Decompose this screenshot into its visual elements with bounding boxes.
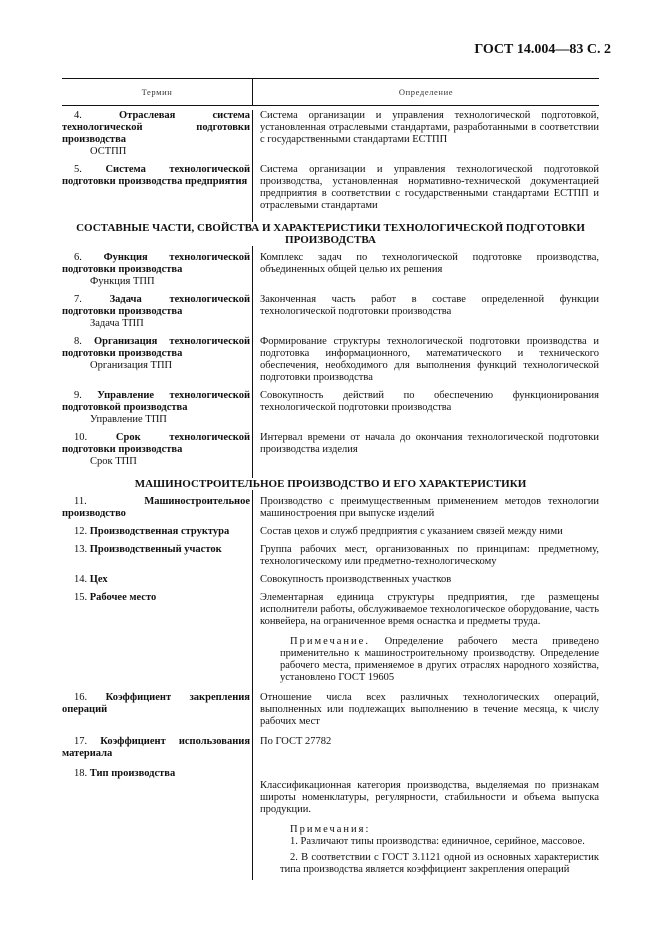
definition: Элементарная единица структуры предприятия, где размещены исполнители работы, обслуживаемое технологическое оборудование, часть конвейера, на ограниченное время оснастка и предметы труда. (260, 592, 599, 627)
term: Система технологической подготовки производства предприятия (62, 164, 250, 187)
table-row: 4. Отраслевая система технологической подготовки производства ОСТПП Система организации и управления технологической подготовкой, установленная отраслевыми стандартами, разработанными в соответствии с государственными стандартами ЕСТПП (62, 110, 599, 157)
table-row: 12. Производственная структура Состав цехов и служб предприятия с указанием связей между ними (62, 526, 599, 538)
term: Отраслевая система технологической подготовки производства (62, 110, 250, 145)
table-body (62, 110, 599, 880)
note: 1. Различают типы производства: единичное, серийное, массовое. (290, 836, 585, 847)
terms-table (62, 78, 599, 880)
definition: Классификационная категория производства, выделяемая по признакам широты номенклатуры, регулярности, стабильности и объема выпуска продукции. (260, 780, 599, 815)
table-row: 6. Функция технологической подготовки производства Функция ТПП Комплекс задач по технологической подготовке производства, объединенных общей целью их решения (62, 252, 599, 287)
definition: Производство с преимущественным применением методов технологии машиностроения при выпуске изделий (260, 496, 599, 519)
definition: Законченная часть работ в составе определенной функции технологической подготовки производства (260, 294, 599, 317)
definition: Интервал времени от начала до окончания технологической подготовки производства изделия (260, 432, 599, 455)
definition: Совокупность производственных участков (260, 574, 452, 585)
definition: Совокупность действий по обеспечению функционирования технологической подготовки производства (260, 390, 599, 413)
table-row: 8. Организация технологической подготовки производства Организация ТПП Формирование структуры технологической подготовки производства и подготовка информационного, математического и технического обеспечения, необходимого для выполнения функций технологической подготовки производства (62, 336, 599, 383)
table-header (62, 79, 599, 106)
page-header: ГОСТ 14.004—83 С. 2 (474, 42, 611, 57)
note: Примечание. Определение рабочего места приведено применительно к машиностроительному производству. Определение рабочего места, применяемое в других отраслях народного хозяйства, установлено ГОСТ 19605 (280, 636, 600, 683)
col-term-header: Термин (62, 79, 253, 105)
note: 2. В соответствии с ГОСТ 3.1121 одной из основных характеристик типа производства является коэффициент закрепления операций (280, 852, 599, 875)
notes-label: Примечания: (290, 824, 371, 835)
table-row: 17. Коэффициент использования материала По ГОСТ 27782 (62, 736, 599, 760)
definition: По ГОСТ 27782 (260, 736, 332, 747)
table-row: 11. Машиностроительное производство Производство с преимущественным применением методов технологии машиностроения при выпуске изделий (62, 496, 599, 519)
term: Срок технологической подготовки производства (62, 432, 250, 455)
table-row: 14. Цех Совокупность производственных участков (62, 574, 599, 586)
table-row: 18. Тип производства Классификационная категория производства, выделяемая по признакам широты номенклатуры, регулярности, стабильности и объема выпуска продукции. Примечания: 1. Различают типы производства: единичное, серийное, массовое. 2. В соответствии с ГОСТ 3.1121 одной из основных характеристик типа производства является коэффициент закрепления операций (74, 768, 599, 875)
term: Функция технологической подготовки производства (62, 252, 250, 275)
table-row: 16. Коэффициент закрепления операций Отношение числа всех различных технологических операций, выполненных или подлежащих выполнению в течение месяца, к числу рабочих мест (62, 692, 599, 727)
definition: Отношение числа всех различных технологических операций, выполненных или подлежащих выполнению в течение месяца, к числу рабочих мест (260, 692, 599, 727)
definition: Система организации и управления технологической подготовкой производства, установленная нормативно-технической документацией предприятия в соответствии с государственными стандартами ЕСТПП и отраслевыми стандартами (260, 164, 599, 211)
table-row: 10. Срок технологической подготовки производства Срок ТПП Интервал времени от начала до окончания технологической подготовки производства изделия (62, 432, 599, 467)
term: Коэффициент использования материала (62, 736, 250, 759)
term: Машиностроительное производство (62, 496, 250, 519)
term: Производственный участок (89, 544, 222, 555)
term: Тип производства (89, 768, 176, 779)
term: Цех (89, 574, 108, 585)
definition: Комплекс задач по технологической подготовке производства, объединенных общей целью их решения (260, 252, 599, 275)
term: Управление технологической подготовкой производства (62, 390, 251, 413)
table-row: 9. Управление технологической подготовкой производства Управление ТПП Совокупность действий по обеспечению функционирования технологической подготовки производства (62, 390, 599, 425)
term: Задача технологической подготовки производства (62, 294, 251, 317)
table-row: 13. Производственный участок Группа рабочих мест, организованных по принципам: предметному, технологическому или предметно-технологическому (74, 544, 599, 567)
term: Коэффициент закрепления операций (62, 692, 250, 715)
table-row: 5. Система технологической подготовки производства предприятия Система организации и управления технологической подготовкой производства, установленная нормативно-технической документацией предприятия в соответствии с государственными стандартами ЕСТПП и отраслевыми стандартами (62, 164, 599, 211)
definition: Состав цехов и служб предприятия с указанием связей между ними (260, 526, 563, 537)
definition: Система организации и управления технологической подготовкой, установленная отраслевыми стандартами, разработанными в соответствии с государственными стандартами ЕСТПП (260, 110, 599, 145)
term: Рабочее место (89, 592, 157, 603)
col-def-header: Определение (398, 87, 454, 97)
section-heading: СОСТАВНЫЕ ЧАСТИ, СВОЙСТВА И ХАРАКТЕРИСТИКИ ТЕХНОЛОГИЧЕСКОЙ ПОДГОТОВКИ ПРОИЗВОДСТВА (62, 222, 599, 246)
definition: Формирование структуры технологической подготовки производства и подготовка информационного, математического и технического обеспечения, необходимого для выполнения функций технологической подготовки производства (260, 336, 599, 383)
table-row: 7. Задача технологической подготовки производства Задача ТПП Законченная часть работ в составе определенной функции технологической подготовки производства (62, 294, 599, 329)
section-heading: МАШИНОСТРОИТЕЛЬНОЕ ПРОИЗВОДСТВО И ЕГО ХАРАКТЕРИСТИКИ (62, 478, 599, 490)
table-row: 15. Рабочее место Элементарная единица структуры предприятия, где размещены исполнители работы, обслуживаемое технологическое оборудование, часть конвейера, на ограниченное время оснастка и предметы труда. Примечание. Определение рабочего места приведено применительно к машиностроительному производству. Определение рабочего места, применяемое в других отраслях народного хозяйства, установлено ГОСТ 19605 (74, 592, 600, 683)
definition: Группа рабочих мест, организованных по принципам: предметному, технологическому или предметно-технологическому (260, 544, 599, 567)
term: Производственная структура (89, 526, 230, 537)
term: Организация технологической подготовки производства (62, 336, 250, 359)
